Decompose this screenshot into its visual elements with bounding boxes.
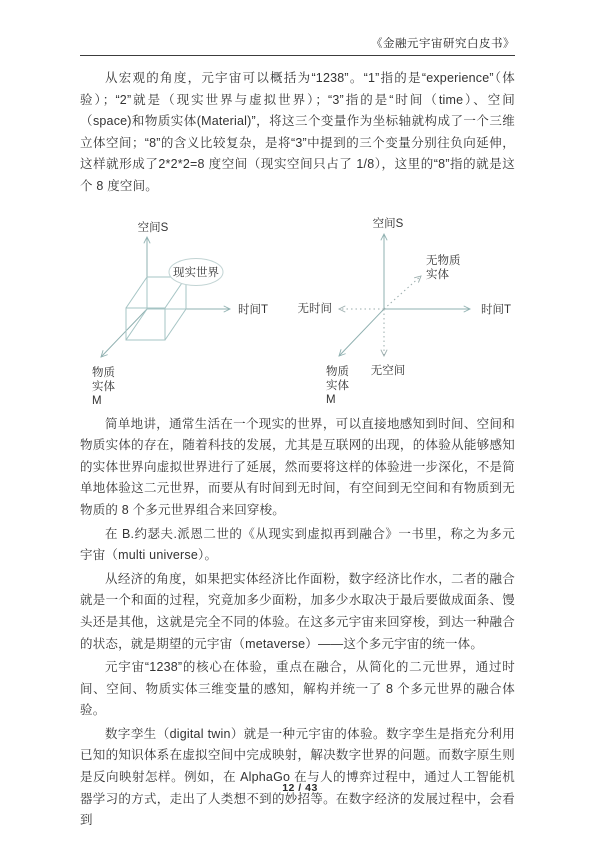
left-material-axis <box>101 309 147 357</box>
content-bottom <box>80 414 515 832</box>
right-no-material-axis <box>384 276 421 309</box>
left-material-axis-label-2: 实体 <box>92 380 115 393</box>
right-space-axis-label: 空间S <box>372 217 404 230</box>
right-time-axis-label: 时间T <box>481 303 512 316</box>
content-top <box>80 0 515 198</box>
real-world-label: 现实世界 <box>173 266 219 279</box>
right-no-material-label-1: 无物质 <box>426 254 461 267</box>
right-material-axis-label-2: 实体 <box>326 379 349 392</box>
right-no-space-label: 无空间 <box>370 364 406 377</box>
paragraph-simple-experience: 简单地讲，通常生活在一个现实的世界，可以直接地感知到时间、空间和物质实体的存在，随着科技的发展，尤其是互联网的出现，的体验从能够感知的实体世界向虚拟世界进行了延展，然而要将这样的体验进一步深化，不是简单地体验这二元世界，而要从有时间到无时间，有空间到无空间和有物质到无物质的 8 个多元世界组合来回穿梭。 <box>80 416 515 517</box>
right-six-axis-diagram <box>298 216 512 406</box>
wireframe-cube <box>126 277 186 340</box>
right-no-time-label: 无时间 <box>297 302 332 315</box>
right-material-axis-label-3: M <box>326 393 336 406</box>
right-material-axis <box>339 309 384 356</box>
document-title: 《金融元宇宙研究白皮书》 <box>371 36 515 50</box>
paragraph-multi-universe-book: 在 B.约瑟夫.派恩二世的《从现实到虚拟再到融合》一书里，称之为多元宇宙（multi universe）。 <box>80 526 515 563</box>
paragraph-digital-twin: 数字孪生（digital twin）就是一种元宇宙的体验。数字孪生是指充分利用已知的知识体系在虚拟空间中完成映射，解决数字世界的问题。而数字原生则是反向映射怎样。例如，在 AlphaGo 在与人的博弈过程中，通过人工智能机器学习的方式，走出了人类想不到的妙招等。在数字经济的发展过程中，会看到 <box>80 726 515 828</box>
right-material-axis-label-1: 物质 <box>326 365 349 378</box>
paragraph-economic-analogy: 从经济的角度，如果把实体经济比作面粉，数字经济比作水，二者的融合就是一个和面的过程，究竟加多少面粉，加多少水取决于最后要做成面条、馒头还是其他，这就是完全不同的体验。在这多元宇宙来回穿梭，到达一种融合的状态，就是期望的元宇宙（metaverse）——这个多元宇宙的统一体。 <box>80 571 515 651</box>
left-material-axis-label-3: M <box>92 394 102 407</box>
left-3d-cube-diagram <box>92 220 268 407</box>
paragraph-1238-core: 元宇宙“1238”的核心在体验，重点在融合，从简化的二元世界，通过时间、空间、物质实体三维变量的感知，解构并统一了 8 个多元世界的融合体验。 <box>80 660 515 718</box>
left-time-axis-label: 时间T <box>238 303 269 316</box>
page-number: 12 / 43 <box>282 782 318 794</box>
page-footer <box>0 782 600 794</box>
page-header <box>80 0 515 56</box>
paragraph-macro-1238: 从宏观的角度，元宇宙可以概括为“1238”。“1”指的是“experience”（体验）；“2”就是（现实世界与虚拟世界）；“3”指的是“时间（time）、空间（space)和物质实体(Material)”，将这三个变量作为坐标轴就构成了一个三维立体空间；“8”的含义比较复杂，是将“3”中提到的三个变量分别往负向延伸，这样就形成了2*2*2=8 度空间（现实空间只占了 1/8），这里的“8”指的就是这个 8 度空间。 <box>80 71 515 193</box>
coordinate-diagrams <box>0 204 600 414</box>
left-material-axis-label-1: 物质 <box>92 366 115 379</box>
left-space-axis-label: 空间S <box>137 221 169 234</box>
right-no-material-label-2: 实体 <box>426 268 449 281</box>
